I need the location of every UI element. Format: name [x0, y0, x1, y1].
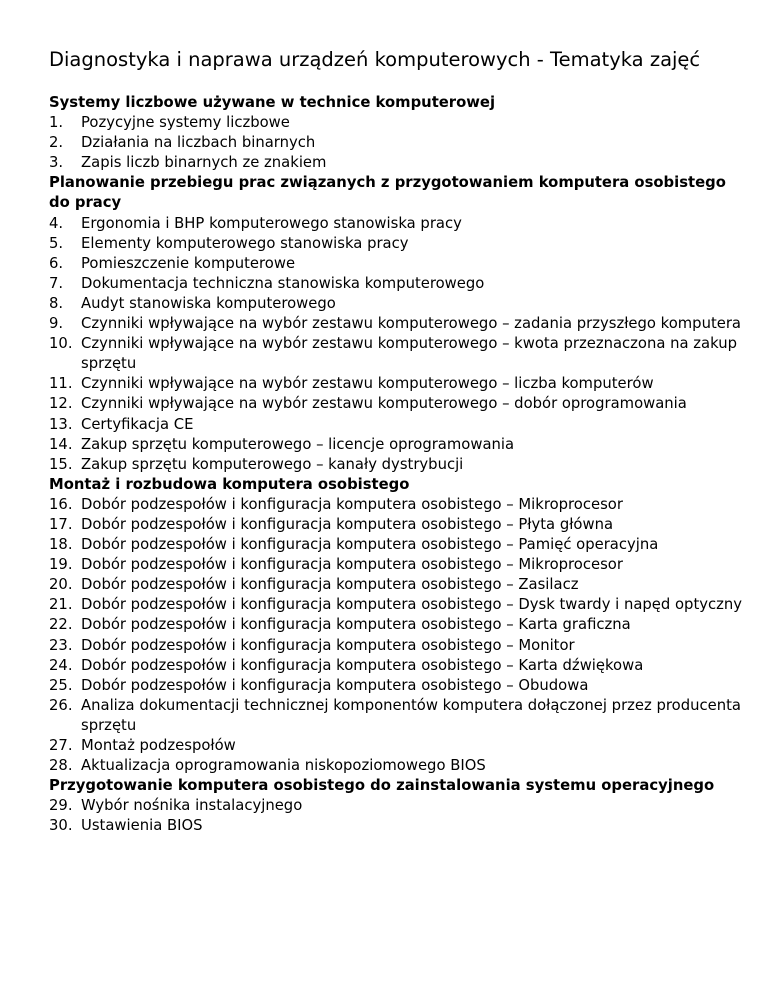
list-item-number: 26. — [49, 696, 73, 714]
list-item-number: 22. — [49, 616, 73, 634]
list-item — [49, 555, 749, 575]
list-item-number: 7. — [49, 274, 64, 292]
list-item — [49, 153, 749, 173]
list-item — [49, 656, 749, 676]
list-item — [49, 736, 749, 756]
list-item — [49, 435, 749, 455]
list-item-text: Dobór podzespołów i konfiguracja komputera osobistego – Mikroprocesor — [81, 556, 623, 574]
list-item-text: Dobór podzespołów i konfiguracja komputera osobistego – Mikroprocesor — [81, 495, 623, 513]
list-item-number: 5. — [49, 234, 64, 252]
list-item-number: 1. — [49, 114, 64, 132]
section-heading: Przygotowanie komputera osobistego do zainstalowania systemu operacyjnego — [49, 777, 715, 795]
list-item-number: 24. — [49, 656, 73, 674]
list-item-text: Dobór podzespołów i konfiguracja komputera osobistego – Dysk twardy i napęd optyczny — [81, 596, 743, 614]
list-item-number: 25. — [49, 676, 73, 694]
list-item — [49, 374, 749, 394]
list-item — [49, 394, 749, 414]
list-item — [49, 595, 749, 615]
topic-list — [49, 93, 749, 836]
list-item-number: 28. — [49, 757, 73, 775]
list-item — [49, 234, 749, 254]
list-item-number: 9. — [49, 315, 64, 333]
section-heading: Systemy liczbowe używane w technice komputerowej — [49, 94, 496, 111]
list-item — [49, 495, 749, 515]
list-item — [49, 455, 749, 475]
list-item-number: 23. — [49, 636, 73, 654]
list-item-text: Ergonomia i BHP komputerowego stanowiska pracy — [81, 214, 462, 232]
section-heading: Montaż i rozbudowa komputera osobistego — [49, 475, 410, 493]
list-item — [49, 334, 749, 374]
list-item-text: Dobór podzespołów i konfiguracja komputera osobistego – Karta graficzna — [81, 616, 631, 634]
list-item — [49, 214, 749, 234]
list-item-text: Elementy komputerowego stanowiska pracy — [81, 234, 409, 252]
list-item-number: 15. — [49, 455, 73, 473]
list-item-text: Aktualizacja oprogramowania niskopoziomowego BIOS — [81, 757, 486, 775]
list-item — [49, 415, 749, 435]
list-item — [49, 133, 749, 153]
list-item-number: 19. — [49, 556, 73, 574]
list-item-number: 11. — [49, 375, 73, 393]
list-item-text: Dobór podzespołów i konfiguracja komputera osobistego – Karta dźwiękowa — [81, 656, 644, 674]
list-item — [49, 756, 749, 776]
list-item — [49, 816, 749, 836]
list-item-text: Dobór podzespołów i konfiguracja komputera osobistego – Płyta główna — [81, 515, 614, 533]
list-item-number: 2. — [49, 134, 64, 152]
list-item — [49, 113, 749, 133]
list-item — [49, 294, 749, 314]
list-item — [49, 615, 749, 635]
list-item-text: Dobór podzespołów i konfiguracja komputera osobistego – Obudowa — [81, 676, 589, 694]
list-item-text: Audyt stanowiska komputerowego — [81, 294, 336, 312]
list-item-number: 3. — [49, 154, 64, 172]
list-item-text: Dobór podzespołów i konfiguracja komputera osobistego – Monitor — [81, 636, 575, 654]
list-item-text: Zapis liczb binarnych ze znakiem — [81, 154, 327, 172]
list-item-text: Czynniki wpływające na wybór zestawu komputerowego – liczba komputerów — [81, 375, 654, 393]
list-item — [49, 676, 749, 696]
list-item-number: 10. — [49, 335, 73, 353]
document-title: Diagnostyka i naprawa urządzeń komputerowych - Tematyka zajęć — [49, 48, 701, 71]
list-item-number: 13. — [49, 415, 73, 433]
list-item-number: 20. — [49, 576, 73, 594]
list-item — [49, 515, 749, 535]
list-item-text: Pozycyjne systemy liczbowe — [81, 114, 290, 132]
list-item-text: Certyfikacja CE — [81, 415, 194, 433]
list-item-text: Czynniki wpływające na wybór zestawu komputerowego – kwota przeznaczona na zakup sprzętu — [81, 335, 738, 373]
list-item — [49, 254, 749, 274]
list-item-number: 4. — [49, 214, 64, 232]
list-item-text: Pomieszczenie komputerowe — [81, 254, 296, 272]
list-item-number: 27. — [49, 737, 73, 754]
list-item-number: 30. — [49, 817, 73, 835]
list-item — [49, 575, 749, 595]
list-item-text: Działania na liczbach binarnych — [81, 134, 316, 152]
list-item — [49, 535, 749, 555]
list-item — [49, 696, 749, 736]
list-item-number: 8. — [49, 294, 64, 312]
list-item-text: Dobór podzespołów i konfiguracja komputera osobistego – Zasilacz — [81, 576, 579, 594]
section-heading: Planowanie przebiegu prac związanych z przygotowaniem komputera osobistego do pracy — [49, 174, 726, 212]
list-item-number: 17. — [49, 515, 73, 533]
list-item-text: Ustawienia BIOS — [81, 817, 203, 835]
list-item-text: Montaż podzespołów — [81, 737, 236, 754]
list-item-number: 6. — [49, 254, 64, 272]
list-item-number: 18. — [49, 536, 73, 554]
list-item-text: Czynniki wpływające na wybór zestawu komputerowego – zadania przyszłego komputera — [81, 315, 741, 333]
list-item-text: Dokumentacja techniczna stanowiska komputerowego — [81, 274, 485, 292]
list-item — [49, 796, 749, 816]
list-item — [49, 274, 749, 294]
document — [49, 47, 749, 836]
list-item — [49, 314, 749, 334]
list-item-number: 16. — [49, 495, 73, 513]
list-item-text: Zakup sprzętu komputerowego – kanały dystrybucji — [81, 455, 464, 473]
list-item-number: 14. — [49, 435, 73, 453]
list-item-text: Analiza dokumentacji technicznej komponentów komputera dołączonej przez producenta sprzętu — [81, 696, 741, 734]
list-item-text: Dobór podzespołów i konfiguracja komputera osobistego – Pamięć operacyjna — [81, 536, 659, 554]
list-item-number: 21. — [49, 596, 73, 614]
list-item-text: Zakup sprzętu komputerowego – licencje oprogramowania — [81, 435, 515, 453]
list-item-text: Wybór nośnika instalacyjnego — [81, 797, 303, 815]
list-item-text: Czynniki wpływające na wybór zestawu komputerowego – dobór oprogramowania — [81, 395, 687, 413]
list-item — [49, 636, 749, 656]
list-item-number: 12. — [49, 395, 73, 413]
list-item-number: 29. — [49, 797, 73, 815]
